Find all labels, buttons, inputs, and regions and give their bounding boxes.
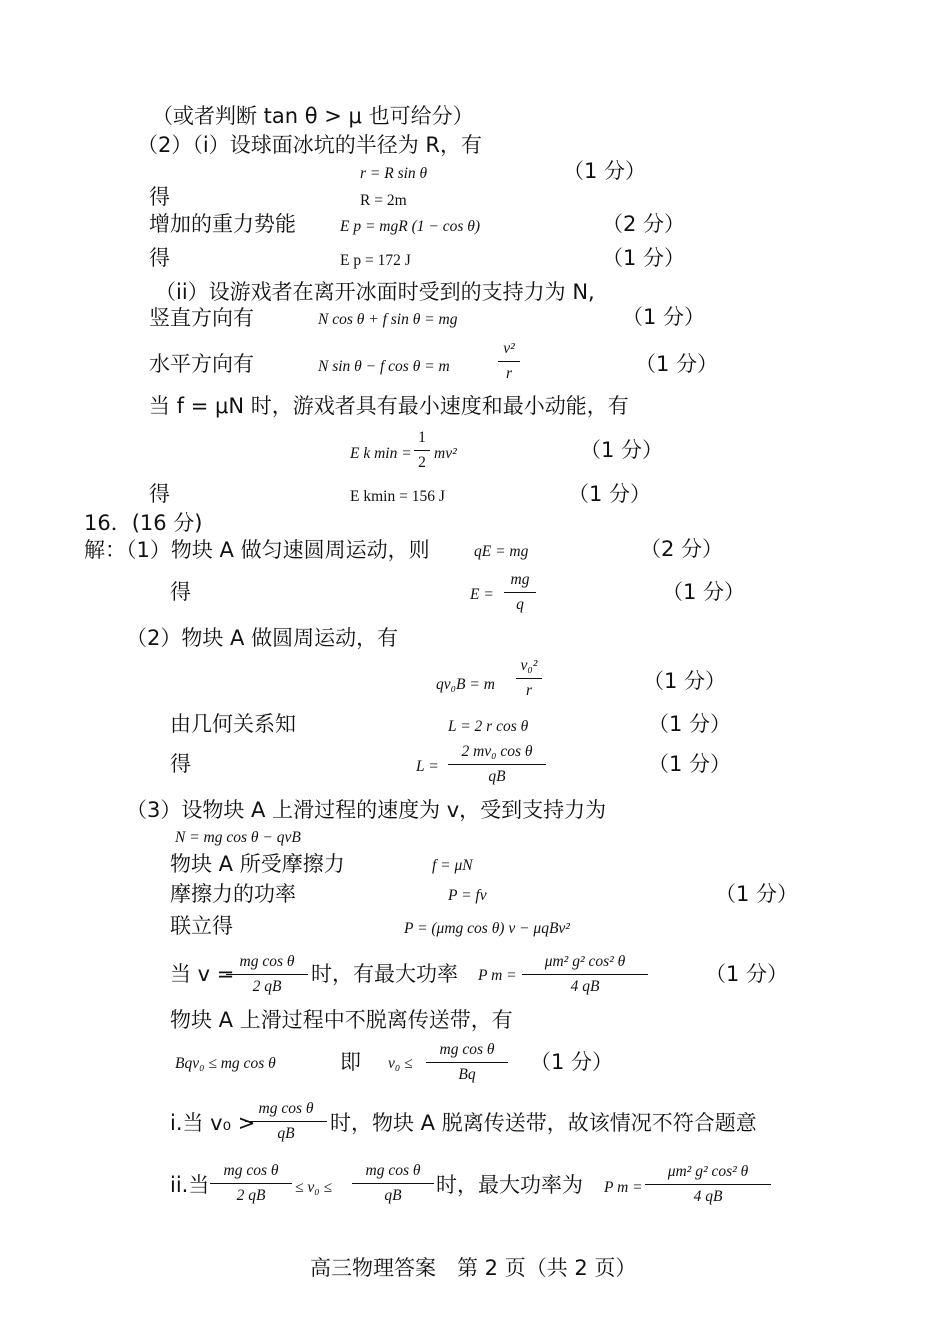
score-ek: （1 分） xyxy=(580,438,664,462)
ek-rhs: mv² xyxy=(434,445,457,462)
note-line: （或者判断 tan θ > μ 也可给分） xyxy=(152,104,474,128)
de-label-3: 得 xyxy=(149,482,170,506)
frac-case-ii-1 xyxy=(210,1162,292,1205)
case-ii-mid: ≤ v₀ ≤ xyxy=(295,1179,333,1196)
E-den: q xyxy=(516,596,524,613)
case-i-post: 时，物块 A 脱离传送带，故该情况不符合题意 xyxy=(330,1111,757,1135)
eq-qvB-lhs: qv₀B = m xyxy=(436,676,495,693)
case-ii-num1: mg cos θ xyxy=(223,1162,279,1179)
eq-vert: N cos θ + f sin θ = mg xyxy=(318,311,458,328)
frac-bar xyxy=(210,1183,292,1184)
frac-v0 xyxy=(426,1041,508,1084)
L-den: qB xyxy=(488,768,506,785)
combine-label: 联立得 xyxy=(170,914,233,938)
when-v-den: 2 qB xyxy=(252,978,282,995)
geo-label: 由几何关系知 xyxy=(170,712,296,736)
when-text: 当 f = μN 时，游戏者具有最小速度和最小动能，有 xyxy=(149,394,629,418)
eq-horiz-lhs: N sin θ − f cos θ = m xyxy=(318,358,450,375)
case-i-pre: i.当 v₀ > xyxy=(170,1111,256,1135)
no-leave-text: 物块 A 上滑过程中不脱离传送带，有 xyxy=(170,1008,513,1032)
pm-lhs: P m = xyxy=(478,967,517,984)
eq-f: f = μN xyxy=(432,857,473,874)
frac-bar xyxy=(245,1121,327,1122)
q16-3: （3）设物块 A 上滑过程的速度为 v，受到支持力为 xyxy=(126,798,607,822)
de-label-4: 得 xyxy=(170,580,191,604)
q16-2: （2）物块 A 做圆周运动，有 xyxy=(126,626,399,650)
frac-L xyxy=(448,743,546,786)
case-ii-den1: 2 qB xyxy=(236,1187,266,1204)
eq-Ep-val: E p = 172 J xyxy=(340,252,411,269)
de-label-5: 得 xyxy=(170,752,191,776)
fric-label: 物块 A 所受摩擦力 xyxy=(170,852,345,876)
vert-label: 竖直方向有 xyxy=(149,306,254,330)
eq-qE: qE = mg xyxy=(474,543,529,560)
case-ii-den2: qB xyxy=(384,1187,402,1204)
L-num: 2 mv₀ cos θ xyxy=(461,743,533,760)
eq-Ep: E p = mgR (1 − cos θ) xyxy=(340,218,481,235)
eq-r: r = R sin θ xyxy=(360,165,428,182)
frac-bar xyxy=(448,764,546,765)
frac-v2-num: v² xyxy=(503,340,515,357)
q16-1: 解：（1）物块 A 做匀速圆周运动，则 xyxy=(84,538,430,562)
frac-bar xyxy=(504,592,536,593)
when-v-num: mg cos θ xyxy=(239,953,295,970)
frac-E xyxy=(504,571,536,614)
score-ek-val: （1 分） xyxy=(568,482,652,506)
when-v-post: 时，有最大功率 xyxy=(311,962,458,986)
de-label: 得 xyxy=(149,185,170,209)
score-P: （1 分） xyxy=(715,882,799,906)
case-ii-num2: mg cos θ xyxy=(365,1162,421,1179)
case-ii-post: 时，最大功率为 xyxy=(436,1173,583,1197)
frac-half xyxy=(414,429,430,472)
frac-pm xyxy=(522,953,648,996)
frac-bar xyxy=(645,1184,771,1185)
score-v0: （1 分） xyxy=(530,1050,614,1074)
case-i-num: mg cos θ xyxy=(258,1100,314,1117)
pm2-den: 4 qB xyxy=(693,1188,723,1205)
frac-bar xyxy=(498,361,520,362)
q2i-heading: （2）（i）设球面冰坑的半径为 R，有 xyxy=(137,133,482,157)
score-L2: （1 分） xyxy=(648,752,732,776)
frac-bar xyxy=(426,1062,508,1063)
eq-P2: P = (μmg cos θ) v − μqBv² xyxy=(404,920,570,937)
frac-qvB xyxy=(516,657,542,700)
score-qvB: （1 分） xyxy=(643,669,727,693)
ji-label: 即 xyxy=(340,1050,361,1074)
qvB-num: v₀² xyxy=(520,657,538,674)
E-lhs: E = xyxy=(470,586,494,603)
score-E: （1 分） xyxy=(662,580,746,604)
L-lhs: L = xyxy=(416,758,439,775)
score-L: （1 分） xyxy=(648,712,732,736)
q2ii-heading: （ii）设游戏者在离开冰面时受到的支持力为 N, xyxy=(155,280,595,304)
q16-header: 16．(16 分) xyxy=(84,511,203,535)
frac-v2-r xyxy=(498,340,520,383)
frac-case-i xyxy=(245,1100,327,1143)
eq-P: P = fv xyxy=(448,887,487,904)
when-v-pre: 当 v = xyxy=(170,962,235,986)
eq-Bqv: Bqv₀ ≤ mg cos θ xyxy=(175,1055,276,1072)
ek-val: E kmin = 156 J xyxy=(350,488,445,505)
page-footer: 高三物理答案 第 2 页（共 2 页） xyxy=(310,1256,637,1280)
pe-label: 增加的重力势能 xyxy=(149,212,296,236)
score-pm: （1 分） xyxy=(705,962,789,986)
score-r: （1 分） xyxy=(563,159,647,183)
case-i-den: qB xyxy=(277,1125,295,1142)
eq-L: L = 2 r cos θ xyxy=(448,718,529,735)
pm-num: μm² g² cos² θ xyxy=(544,953,626,970)
v0-num: mg cos θ xyxy=(439,1041,495,1058)
qvB-den: r xyxy=(525,682,533,699)
frac-when-v xyxy=(226,953,308,996)
horiz-label: 水平方向有 xyxy=(149,352,254,376)
score-horiz: （1 分） xyxy=(635,352,719,376)
pm-den: 4 qB xyxy=(570,978,600,995)
score-Ep: （2 分） xyxy=(602,212,686,236)
frac-r-den: r xyxy=(505,365,513,382)
frac-bar xyxy=(516,678,542,679)
score-qE: （2 分） xyxy=(640,537,724,561)
frac-bar xyxy=(226,974,308,975)
frac-bar xyxy=(414,450,430,451)
score-Ep-val: （1 分） xyxy=(602,246,686,270)
frac-case-ii-2 xyxy=(352,1162,434,1205)
ek-lhs: E k min = xyxy=(350,445,412,462)
half-den: 2 xyxy=(418,454,426,471)
E-num: mg xyxy=(510,571,530,588)
v0-den: Bq xyxy=(458,1066,476,1083)
power-label: 摩擦力的功率 xyxy=(170,882,296,906)
v0-lhs: v₀ ≤ xyxy=(388,1055,413,1072)
eq-R: R = 2m xyxy=(360,192,407,209)
pm2-lhs: P m = xyxy=(604,1179,643,1196)
frac-bar xyxy=(522,974,648,975)
score-vert: （1 分） xyxy=(622,305,706,329)
frac-pm2 xyxy=(645,1163,771,1206)
eq-N: N = mg cos θ − qvB xyxy=(175,829,301,846)
frac-bar xyxy=(352,1183,434,1184)
half-num: 1 xyxy=(418,429,426,446)
pm2-num: μm² g² cos² θ xyxy=(667,1163,749,1180)
case-ii-pre: ii.当 xyxy=(170,1173,210,1197)
de-label-2: 得 xyxy=(149,246,170,270)
